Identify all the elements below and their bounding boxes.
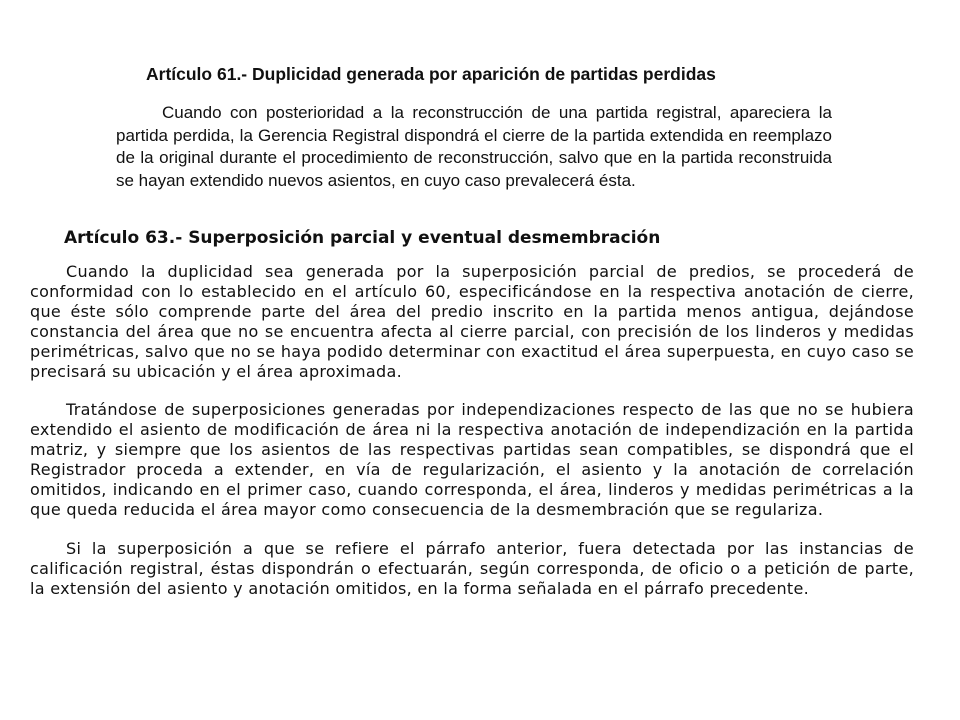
article-61 bbox=[116, 62, 832, 192]
article-63-title: Artículo 63.- Superposición parcial y eventual desmembración bbox=[64, 228, 661, 248]
article-63-paragraph-1: Cuando la duplicidad sea generada por la superposición parcial de predios, se procederá de conformidad con lo establecido en el artículo 60, especificándose en la respectiva anotación de cierre, que éste sólo comprende parte del área del predio inscrito en la partida menos antigua, dejándose constancia del área que no se encuentra afecta al cierre parcial, con precisión de los linderos y medidas perimétricas, salvo que no se haya podido determinar con exactitud el área superpuesta, en cuyo caso se precisará su ubicación y el área aproximada. bbox=[30, 262, 914, 381]
article-61-paragraph-1: Cuando con posterioridad a la reconstrucción de una partida registral, apareciera la partida perdida, la Gerencia Registral dispondrá el cierre de la partida extendida en reemplazo de la original durante el procedimiento de reconstrucción, salvo que en la partida reconstruida se hayan extendido nuevos asientos, en cuyo caso prevalecerá ésta. bbox=[116, 103, 832, 190]
article-63-paragraph-2: Tratándose de superposiciones generadas por independizaciones respecto de las que no se hubiera extendido el asiento de modificación de área ni la respectiva anotación de independización en la partida matriz, y siempre que los asientos de las respectivas partidas sean compatibles, se dispondrá que el Registrador proceda a extender, en vía de regularización, el asiento y la anotación de correlación omitidos, indicando en el primer caso, cuando corresponda, el área, linderos y medidas perimétricas a la que queda reducida el área mayor como consecuencia de la desmembración que se regulariza. bbox=[30, 400, 914, 519]
article-61-title: Artículo 61.- Duplicidad generada por aparición de partidas perdidas bbox=[146, 64, 716, 84]
article-63 bbox=[30, 226, 914, 599]
article-63-paragraph-3: Si la superposición a que se refiere el párrafo anterior, fuera detectada por las instancias de calificación registral, éstas dispondrán o efectuarán, según corresponda, de oficio o a petición de parte, la extensión del asiento y anotación omitidos, en la forma señalada en el párrafo precedente. bbox=[30, 538, 914, 598]
